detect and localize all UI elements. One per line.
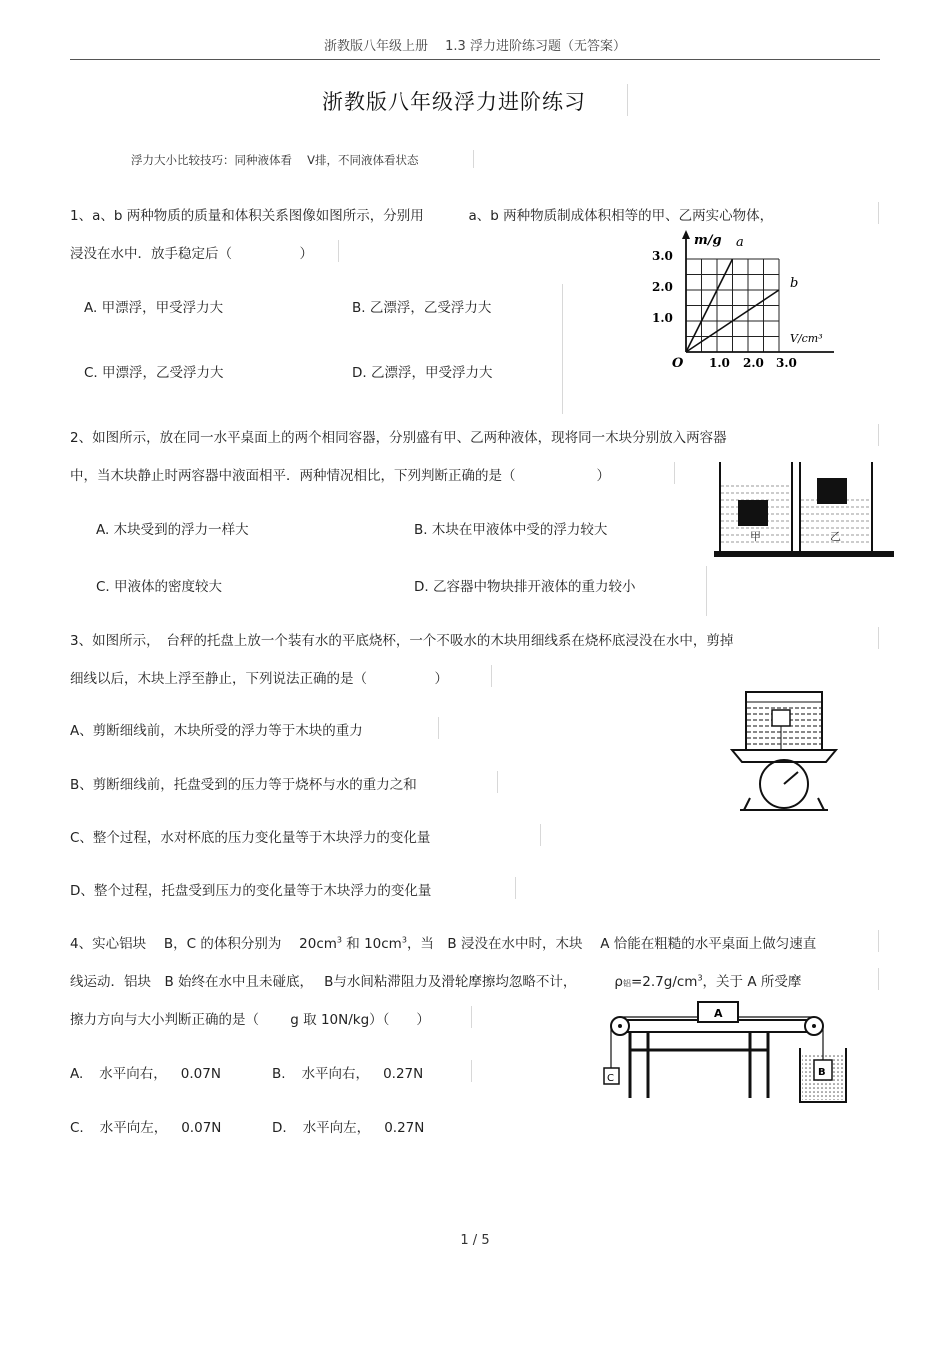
x-axis-label: V/cm³ bbox=[790, 332, 823, 345]
text-box-edge bbox=[497, 771, 498, 793]
q2-option-b: B. 木块在甲液体中受的浮力较大 bbox=[414, 522, 608, 538]
mass-volume-graph bbox=[650, 226, 840, 376]
q3-line1: 3、如图所示， 台秤的托盘上放一个装有水的平底烧杯，一个不吸水的木块用细线系在烧杯底浸没在水中，剪掉 bbox=[70, 633, 734, 649]
block-c-label: C bbox=[607, 1073, 614, 1084]
text-box-edge bbox=[878, 202, 879, 224]
text-box-edge bbox=[473, 150, 474, 168]
q2-line1: 2、如图所示，放在同一水平桌面上的两个相同容器，分别盛有甲、乙两种液体，现将同一木块分别放入两容器 bbox=[70, 430, 727, 446]
page-header: 浙教版八年级上册 1.3 浮力进阶练习题（无答案） bbox=[324, 39, 626, 54]
container-right bbox=[800, 462, 872, 551]
q3-option-d: D、整个过程，托盘受到压力的变化量等于木块浮力的变化量 bbox=[70, 883, 432, 899]
origin-label: O bbox=[672, 356, 684, 371]
q2-option-a: A. 木块受到的浮力一样大 bbox=[96, 522, 249, 538]
q4-line1: 4、实心铝块 B，C 的体积分别为 $20cm^3$ 和 $10cm^3$，当 B 浸没在水中时，木块 A 恰能在粗糙的水平桌面上做匀速直 bbox=[70, 935, 817, 952]
q4-option-b: B. 水平向右， 0.27N bbox=[272, 1066, 424, 1082]
q1-option-d: D. 乙漂浮，甲受浮力大 bbox=[352, 365, 493, 381]
q4-line3: 擦力方向与大小判断正确的是（ g 取 10N/kg）（ ） bbox=[70, 1012, 430, 1028]
container-left-label: 甲 bbox=[750, 530, 761, 543]
q4-option-a: A. 水平向右， 0.07N bbox=[70, 1066, 221, 1082]
text-box-edge bbox=[706, 566, 707, 616]
y-tick-2: 2.0 bbox=[652, 280, 673, 294]
two-containers-figure bbox=[710, 458, 900, 563]
line-b-label: b bbox=[790, 276, 799, 291]
wood-block-right bbox=[817, 478, 847, 504]
y-axis-arrow bbox=[682, 230, 690, 239]
text-box-edge bbox=[438, 717, 439, 739]
q2-line2: 中，当木块静止时两容器中液面相平．两种情况相比，下列判断正确的是（ ） bbox=[70, 468, 610, 484]
q1-line1: 1、a、b 两种物质的质量和体积关系图像如图所示，分别用 a、b 两种物质制成体积相等的甲、乙两实心物体， bbox=[70, 208, 774, 224]
dial-needle bbox=[784, 772, 798, 784]
text-box-edge bbox=[878, 968, 879, 990]
block-b-label: B bbox=[818, 1067, 826, 1078]
text-box-edge bbox=[471, 1006, 472, 1028]
q1-option-c: C. 甲漂浮，乙受浮力大 bbox=[84, 365, 224, 381]
text-box-edge bbox=[878, 424, 879, 446]
pulley-table-figure bbox=[600, 998, 860, 1108]
beaker bbox=[746, 692, 822, 750]
wood-block bbox=[772, 710, 790, 726]
scale-beaker-figure bbox=[730, 688, 838, 818]
text-box-edge bbox=[338, 240, 339, 262]
x-tick-2: 2.0 bbox=[743, 356, 764, 370]
tip-text: 浮力大小比较技巧：同种液体看 V排，不同液体看状态 bbox=[131, 153, 419, 167]
table-surface bbox=[714, 551, 894, 557]
graph-grid bbox=[686, 259, 779, 352]
q2-option-d: D. 乙容器中物块排开液体的重力较小 bbox=[414, 579, 636, 595]
q4-line2: 线运动．铝块 B 始终在水中且未碰底， B与水间粘滞阻力及滑轮摩擦均忽略不计， ρ铝$=2.7g/cm^3$，关于 A 所受摩 bbox=[70, 973, 802, 990]
wood-block-left bbox=[738, 500, 768, 526]
line-a-label: a bbox=[736, 235, 744, 250]
page-title: 浙教版八年级浮力进阶练习 bbox=[322, 90, 586, 114]
container-left bbox=[720, 462, 792, 551]
y-tick-3: 3.0 bbox=[652, 249, 673, 263]
q4-option-d: D. 水平向左， 0.27N bbox=[272, 1120, 425, 1136]
block-a-label: A bbox=[714, 1007, 723, 1020]
page-number: 1 / 5 bbox=[460, 1233, 490, 1248]
text-box-edge bbox=[491, 665, 492, 687]
q4-option-c: C. 水平向左， 0.07N bbox=[70, 1120, 222, 1136]
q1-line2: 浸没在水中．放手稳定后（ ） bbox=[70, 246, 313, 262]
y-axis-label: m/g bbox=[694, 233, 722, 248]
q2-option-c: C. 甲液体的密度较大 bbox=[96, 579, 223, 595]
x-tick-1: 1.0 bbox=[709, 356, 730, 370]
q3-option-a: A、剪断细线前，木块所受的浮力等于木块的重力 bbox=[70, 723, 363, 739]
q3-option-b: B、剪断细线前，托盘受到的压力等于烧杯与水的重力之和 bbox=[70, 777, 417, 793]
text-box-edge bbox=[540, 824, 541, 846]
text-box-edge bbox=[515, 877, 516, 899]
x-tick-3: 3.0 bbox=[776, 356, 797, 370]
q3-option-c: C、整个过程，水对杯底的压力变化量等于木块浮力的变化量 bbox=[70, 830, 431, 846]
q1-option-b: B. 乙漂浮，乙受浮力大 bbox=[352, 300, 492, 316]
text-box-edge bbox=[878, 930, 879, 952]
text-box-edge bbox=[674, 462, 675, 484]
q1-option-a: A. 甲漂浮，甲受浮力大 bbox=[84, 300, 224, 316]
container-right-label: 乙 bbox=[830, 530, 841, 543]
header-divider bbox=[70, 59, 880, 60]
text-box-edge bbox=[878, 627, 879, 649]
q3-line2: 细线以后，木块上浮至静止，下列说法正确的是（ ） bbox=[70, 671, 448, 687]
text-box-edge bbox=[562, 284, 563, 414]
text-box-edge bbox=[627, 84, 628, 116]
y-tick-1: 1.0 bbox=[652, 311, 673, 325]
text-box-edge bbox=[471, 1060, 472, 1082]
